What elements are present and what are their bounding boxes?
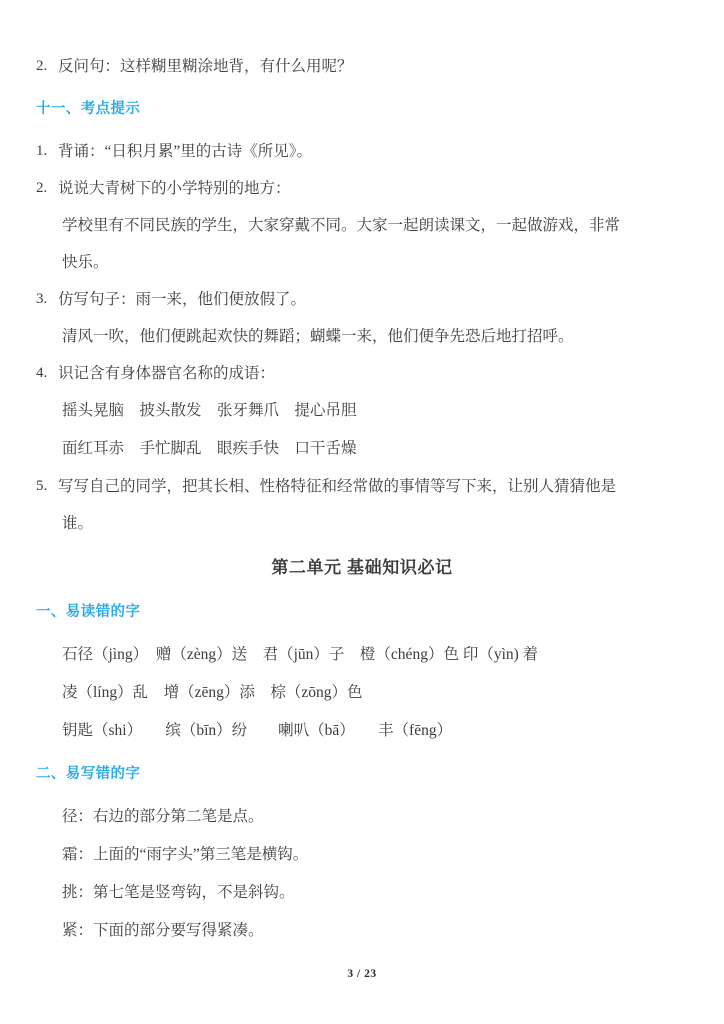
- list-item-number: 2.: [36, 58, 48, 74]
- list-item-text: 写写自己的同学，把其长相、性格特征和经常做的事情等写下来，让别人猜猜他是: [58, 478, 617, 495]
- list-item-text: 说说大青树下的小学特别的地方：: [58, 180, 291, 197]
- idiom-row: 面红耳赤 手忙脚乱 眼疾手快 口干舌燥: [62, 440, 357, 457]
- list-item-text: 反问句：这样糊里糊涂地背，有什么用呢？: [58, 58, 353, 75]
- list-item-number: 5.: [36, 478, 48, 494]
- idiom-row: 摇头晃脑 披头散发 张牙舞爪 提心吊胆: [62, 402, 357, 419]
- stroke-note-row: 霜：上面的“雨字头”第三笔是横钩。: [62, 846, 309, 863]
- section-heading-kaodian-tishi: 十一、考点提示: [36, 101, 141, 117]
- list-item: [36, 281, 696, 318]
- list-item-number: 3.: [36, 291, 48, 307]
- page-number-footer: 3 / 23: [347, 968, 377, 980]
- list-item: [36, 468, 696, 505]
- answer-text-line: 学校里有不同民族的学生，大家穿戴不同。大家一起朗读课文，一起做游戏，非常: [62, 217, 621, 234]
- pinyin-row: 石径（jìng） 赠（zèng）送 君（jūn）子 橙（chéng）色 印（yìn) 着: [62, 646, 539, 663]
- unit-title: 第二单元 基础知识必记: [271, 558, 453, 577]
- stroke-note-row: 紧：下面的部分要写得紧凑。: [62, 922, 264, 939]
- list-item: [36, 133, 696, 170]
- list-item: [36, 170, 696, 207]
- answer-text-line: 清风一吹，他们便跳起欢快的舞蹈；蝴蝶一来，他们便争先恐后地打招呼。: [62, 328, 574, 345]
- list-item-text-continuation: 谁。: [62, 515, 94, 532]
- list-item-text: 背诵：“日积月累”里的古诗《所见》。: [58, 143, 313, 160]
- list-item: [36, 48, 696, 85]
- stroke-note-row: 径：右边的部分第二笔是点。: [62, 808, 264, 825]
- list-item: [36, 355, 696, 392]
- list-item-number: 4.: [36, 365, 48, 381]
- section-heading-yixiecuo-dezi: 二、易写错的字: [36, 766, 141, 782]
- list-item-number: 2.: [36, 180, 48, 196]
- list-item-number: 1.: [36, 143, 48, 159]
- pinyin-row: 钥匙（shi） 缤（bīn）纷 喇叭（bā） 丰（fēng）: [62, 722, 453, 739]
- stroke-note-row: 挑：第七笔是竖弯钩，不是斜钩。: [62, 884, 295, 901]
- pinyin-row: 凌（líng）乱 增（zēng）添 棕（zōng）色: [62, 684, 363, 701]
- list-item-text: 识记含有身体器官名称的成语：: [58, 365, 276, 382]
- answer-text-line: 快乐。: [62, 254, 109, 271]
- list-item-text: 仿写句子：雨一来，他们便放假了。: [58, 291, 307, 308]
- section-heading-yiduchuo-dezi: 一、易读错的字: [36, 604, 141, 620]
